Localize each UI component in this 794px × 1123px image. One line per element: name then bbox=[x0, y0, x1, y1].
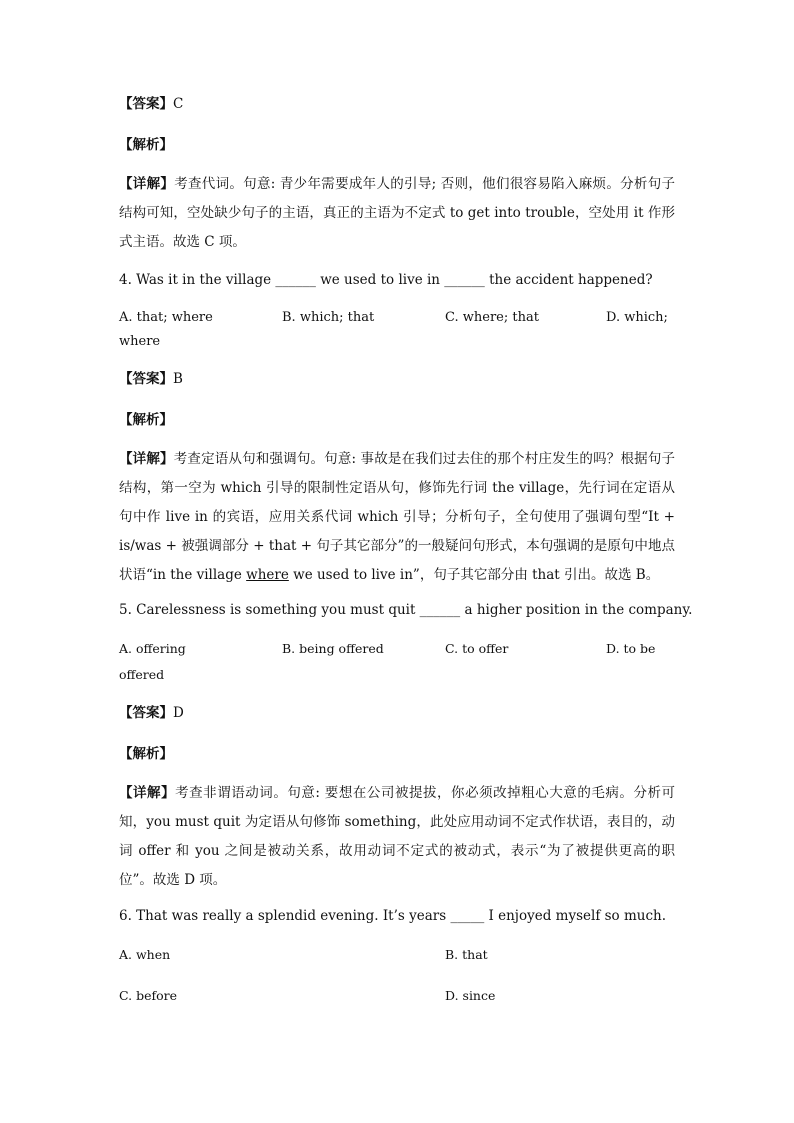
detail-label: 【详解】 bbox=[119, 176, 175, 192]
q5-option-d-wrap: offered bbox=[119, 667, 165, 682]
q4-option-d-wrap: where bbox=[119, 334, 161, 349]
q5-detail bbox=[119, 779, 675, 895]
q5-option-b: B. being offered bbox=[282, 641, 384, 656]
answer-label: 【答案】 bbox=[119, 705, 173, 721]
q4-analysis-label: 【解析】 bbox=[119, 412, 173, 428]
q4-stem: 4. Was it in the village ______ we used to live in ______ the accident happened? bbox=[119, 272, 653, 288]
q4-option-a: A. that; where bbox=[119, 310, 213, 325]
q5-analysis-label: 【解析】 bbox=[119, 746, 173, 762]
q3-analysis-label: 【解析】 bbox=[119, 137, 173, 153]
q4-detail bbox=[119, 445, 675, 590]
detail-text: 考查非谓语动词。句意: 要想在公司被提拔，你必须改掉粗心大意的毛病。分析可知，you must quit 为定语从句修饰 something，此处应用动词不定式作状语，表目的，动词 offer 和 you 之间是被动关系，故用动词不定式的被动式，表示“为了被提供更高的职位”。故选 D 项。 bbox=[119, 785, 676, 888]
q4-option-c: C. where; that bbox=[445, 310, 539, 325]
q4-option-d: D. which; bbox=[606, 310, 668, 325]
detail-underlined: where bbox=[246, 567, 289, 583]
q3-answer bbox=[119, 96, 674, 112]
q5-option-c: C. to offer bbox=[445, 641, 509, 656]
detail-text: 考查代词。句意: 青少年需要成年人的引导; 否则，他们很容易陷入麻烦。分析句子结构可知，空处缺少句子的主语，真正的主语为不定式 to get into trouble，空处用 it 作形式主语。故选 C 项。 bbox=[119, 176, 675, 250]
answer-label: 【答案】 bbox=[119, 371, 173, 387]
q6-stem: 6. That was really a splendid evening. It’s years _____ I enjoyed myself so much. bbox=[119, 908, 667, 924]
q5-option-d: D. to be bbox=[606, 641, 656, 656]
q3-detail bbox=[119, 170, 675, 257]
answer-label: 【答案】 bbox=[119, 96, 173, 112]
q5-option-a: A. offering bbox=[119, 641, 186, 656]
q4-answer bbox=[119, 371, 674, 387]
detail-text-1: 考查定语从句和强调句。句意: 事故是在我们过去住的那个村庄发生的吗？根据句子结构，第一空为 which 引导的限制性定语从句，修饰先行词 the village，先行词在定语从句中作 live in 的宾语，应用关系代词 which 引导；分析句子，全句使用了强调句型“It + is/was + 被强调部分 + that + 句子其它部分”的一般疑问句形式，本句强调的是原句中地点状语“in the village bbox=[119, 451, 675, 583]
detail-label: 【详解】 bbox=[119, 785, 176, 801]
q6-option-a: A. when bbox=[119, 947, 171, 962]
q5-stem: 5. Carelessness is something you must quit ______ a higher position in the company. bbox=[119, 602, 693, 618]
answer-value: D bbox=[173, 705, 184, 721]
q6-option-b: B. that bbox=[445, 947, 488, 962]
q6-option-c: C. before bbox=[119, 988, 177, 1003]
detail-label: 【详解】 bbox=[119, 451, 174, 467]
answer-value: B bbox=[173, 371, 183, 387]
q5-answer bbox=[119, 705, 674, 721]
answer-value: C bbox=[173, 96, 184, 112]
q4-option-b: B. which; that bbox=[282, 310, 375, 325]
q6-option-d: D. since bbox=[445, 988, 496, 1003]
detail-text-2: we used to live in”，句子其它部分由 that 引出。故选 B。 bbox=[288, 567, 660, 583]
